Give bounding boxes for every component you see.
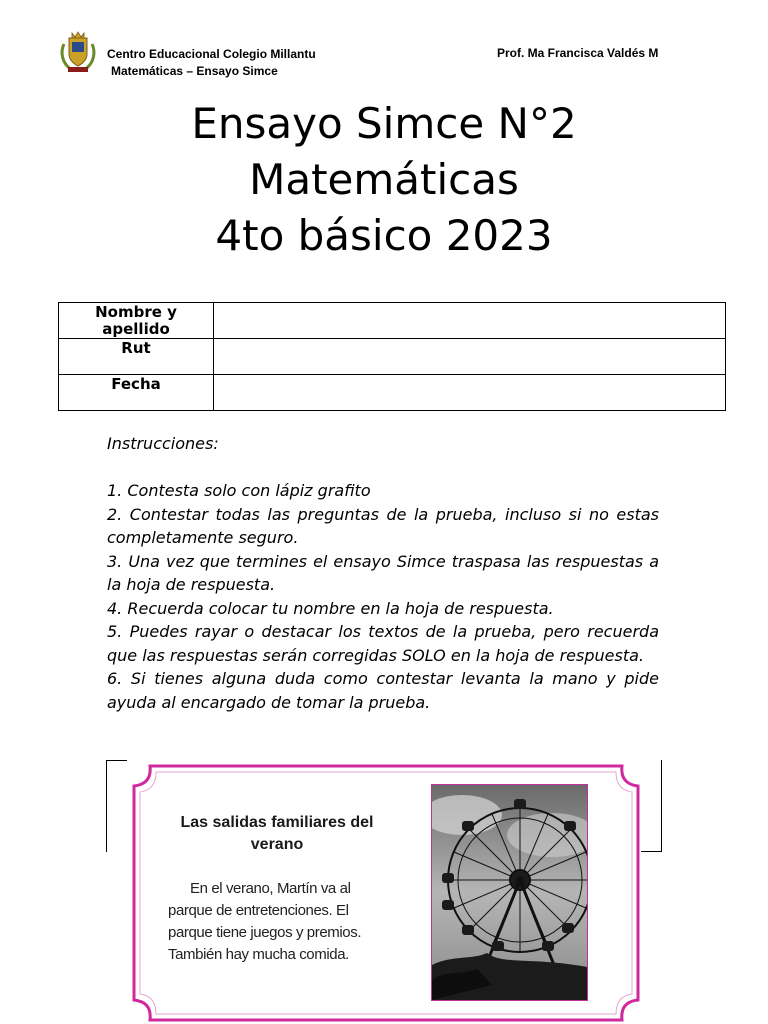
school-crest-icon xyxy=(58,30,98,74)
title-line-1: Ensayo Simce N°2 xyxy=(191,99,577,148)
document-subtitle: Matemáticas – Ensayo Simce xyxy=(111,64,278,78)
instructions-section xyxy=(107,432,659,714)
table-row xyxy=(59,303,726,339)
field-label-rut: Rut xyxy=(59,339,214,375)
title-line-2: Matemáticas xyxy=(249,155,519,204)
field-label-name: Nombre y apellido xyxy=(59,303,214,339)
teacher-name: Prof. Ma Francisca Valdés M xyxy=(497,46,659,60)
field-value-rut[interactable] xyxy=(214,339,726,375)
instruction-item: 3. Una vez que termines el ensayo Simce traspasa las respuestas a la hoja de respuesta. xyxy=(107,551,659,594)
field-value-name[interactable] xyxy=(214,303,726,339)
card-body-text: En el verano, Martín va al parque de entretenciones. El parque tiene juegos y premios. También hay mucha comida. xyxy=(168,880,362,963)
header-school-info xyxy=(107,46,316,80)
page-title xyxy=(0,96,768,264)
title-line-3: 4to básico 2023 xyxy=(215,211,553,260)
instruction-item: 4. Recuerda colocar tu nombre en la hoja de respuesta. xyxy=(107,598,554,618)
instructions-heading: Instrucciones: xyxy=(107,434,219,453)
card-title: Las salidas familiares del verano xyxy=(180,814,374,853)
field-value-date[interactable] xyxy=(214,375,726,411)
student-info-table xyxy=(58,302,726,411)
table-row xyxy=(59,375,726,411)
field-label-date: Fecha xyxy=(59,375,214,411)
ferris-wheel-photo-icon xyxy=(431,784,588,1001)
school-name: Centro Educacional Colegio Millantu xyxy=(107,47,316,61)
instruction-item: 6. Si tienes alguna duda como contestar levanta la mano y pide ayuda al encargado de tomar la prueba. xyxy=(107,669,659,712)
instruction-item: 5. Puedes rayar o destacar los textos de la prueba, pero recuerda que las respuestas serán corregidas SOLO en la hoja de respuesta. xyxy=(107,622,659,665)
instruction-item: 1. Contesta solo con lápiz grafito xyxy=(107,481,371,500)
instruction-item: 2. Contestar todas las preguntas de la prueba, incluso si no estas completamente seguro. xyxy=(107,504,659,547)
table-row xyxy=(59,339,726,375)
